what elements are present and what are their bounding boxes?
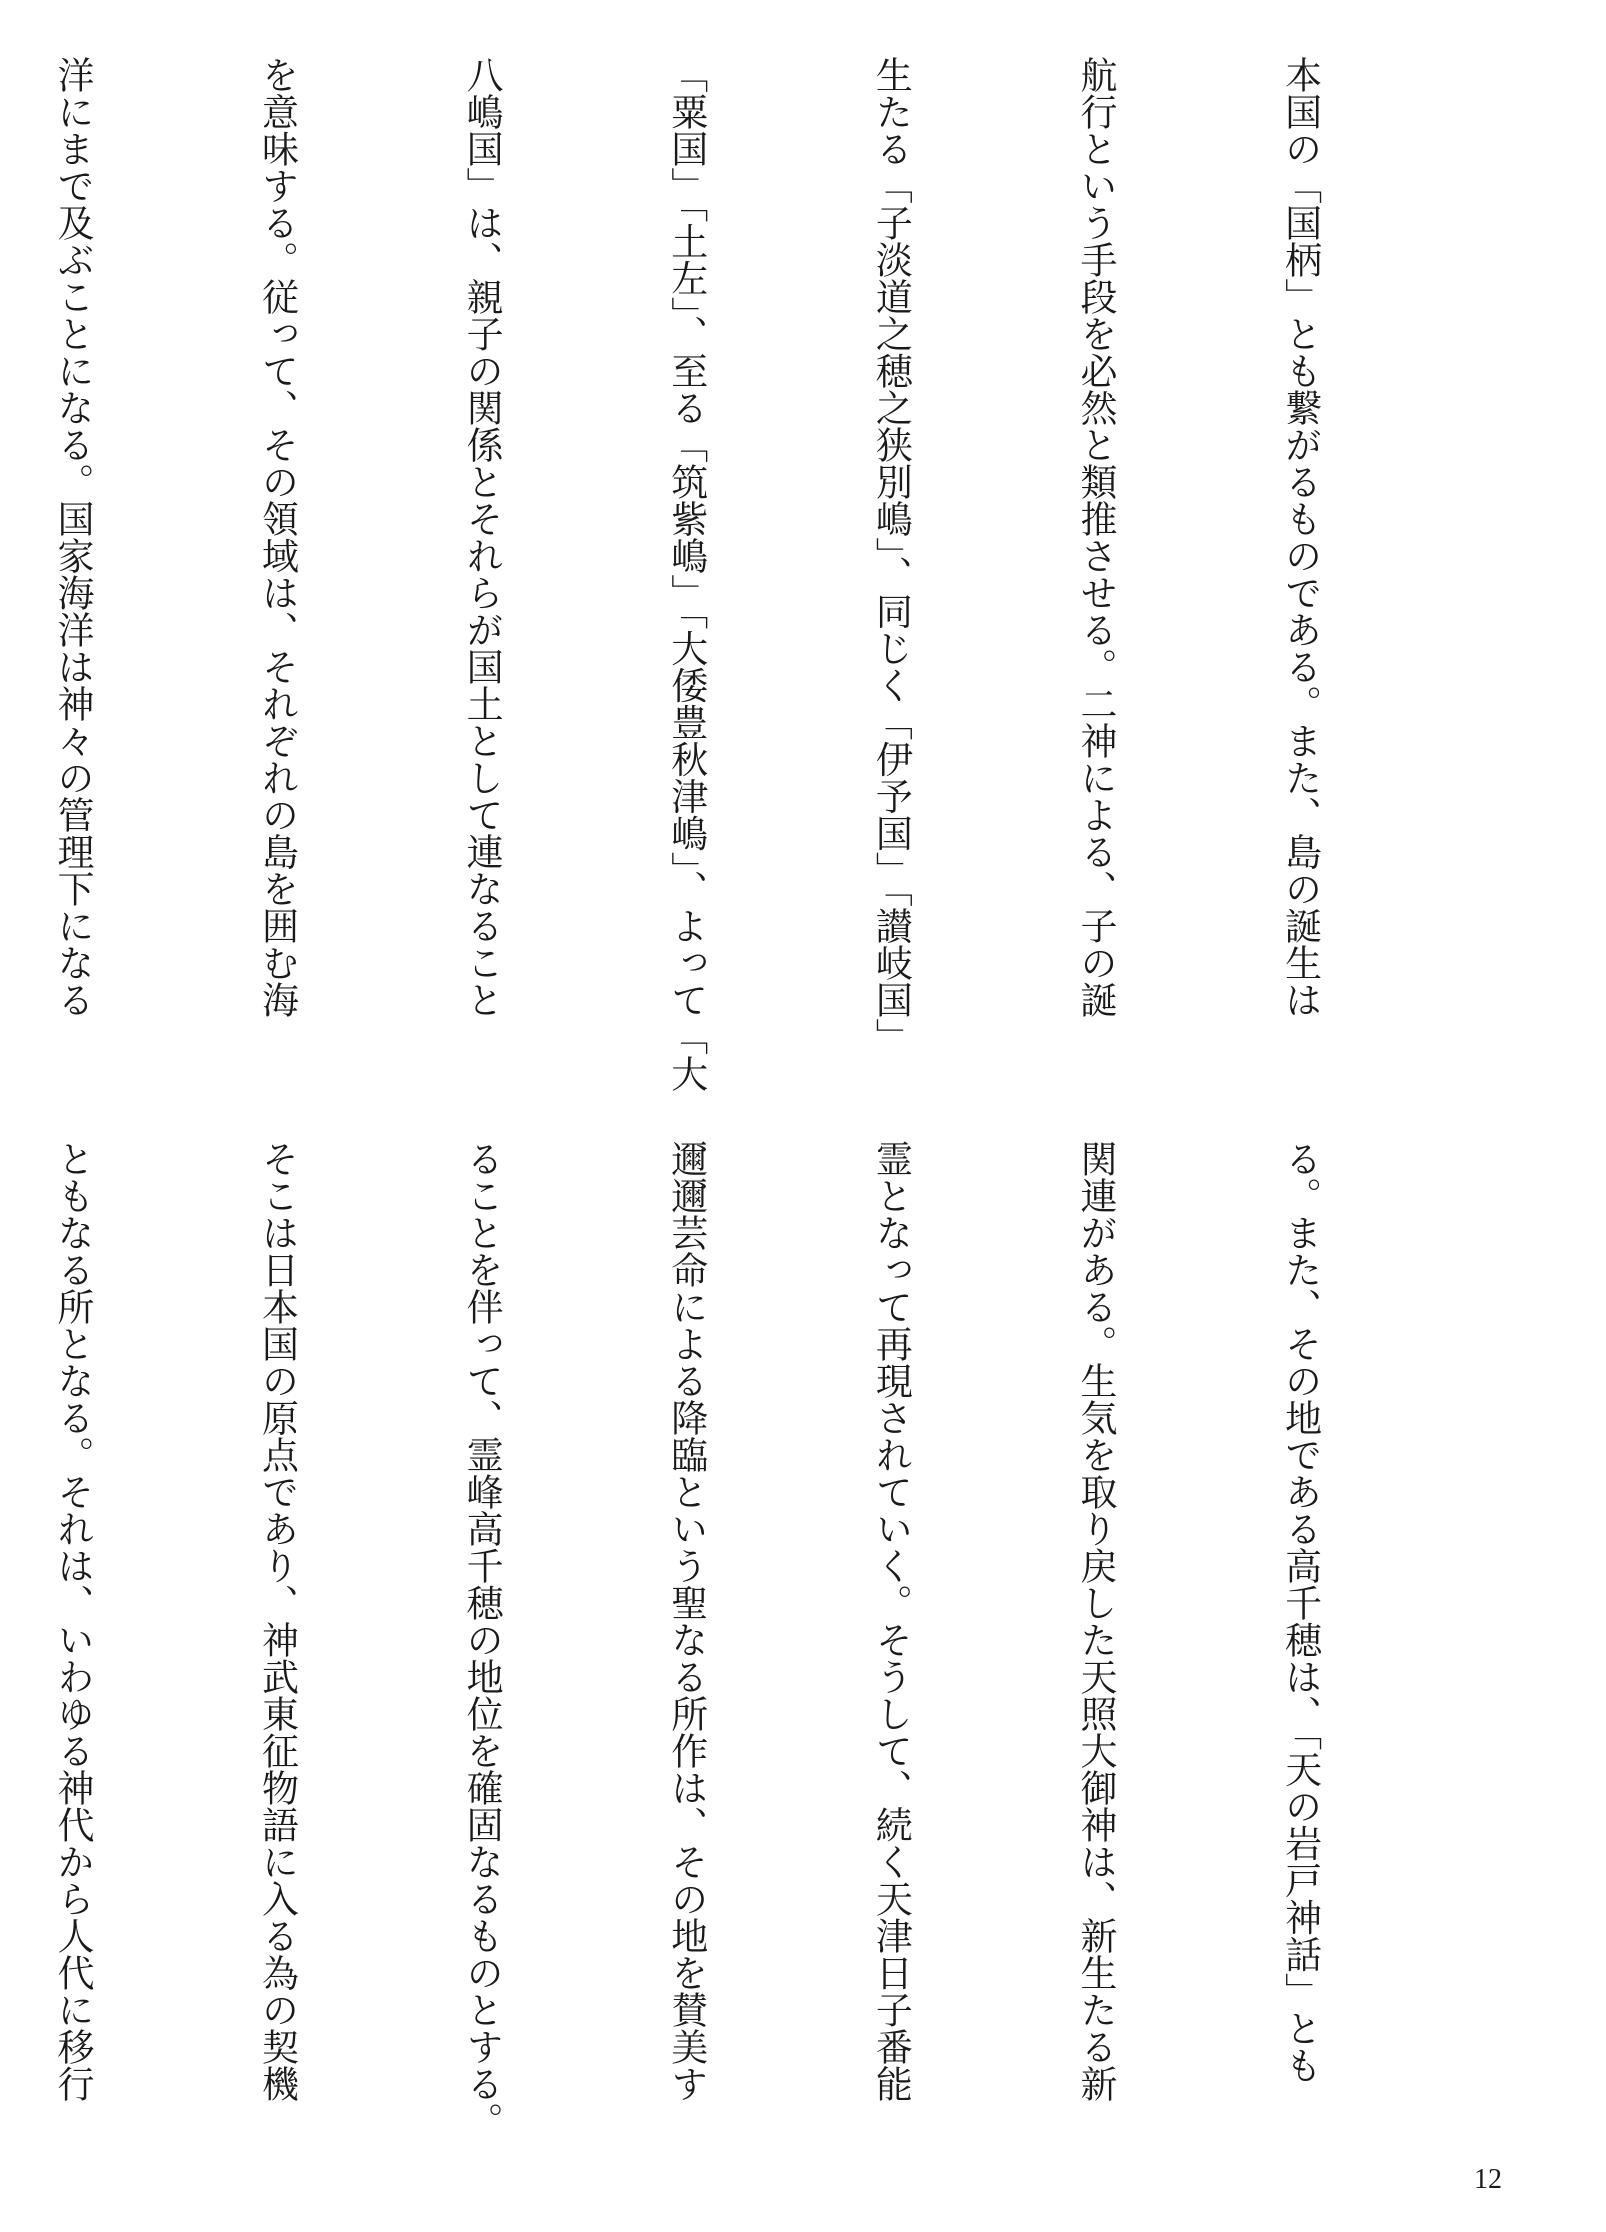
text-column: 八嶋国」は、親子の関係とそれらが国土として連なること (460, 56, 504, 1018)
text-column: 洋にまで及ぶことになる。国家海洋は神々の管理下になる (50, 56, 94, 1018)
text-column: 霊となって再現されていく。そうして、続く天津日子番能 (869, 1140, 913, 2102)
text-column: 「粟国」「土左」、至る「筑紫嶋」「大倭豊秋津嶋」、よって「大 (664, 56, 708, 1092)
text-column: ともなる所となる。それは、いわゆる神代から人代に移行 (50, 1140, 94, 2102)
text-column: を意味する。従って、その領域は、それぞれの島を囲む海 (255, 56, 299, 1018)
text-column: 航行という手段を必然と類推させる。二神による、子の誕 (1073, 56, 1117, 1018)
text-column: 関連がある。生気を取り戻した天照大御神は、新生たる新 (1073, 1140, 1117, 2102)
text-column: そこは日本国の原点であり、神武東征物語に入る為の契機 (255, 1140, 299, 2102)
text-column: 本国の「国柄」とも繋がるものである。また、島の誕生は (1278, 56, 1322, 1018)
text-column: 邇邇芸命による降臨という聖なる所作は、その地を賛美す (664, 1140, 708, 2102)
upper-text-block (50, 56, 1470, 1092)
text-column: ることを伴って、霊峰高千穂の地位を確固なるものとする。 (460, 1140, 504, 2139)
text-column: 生たる「子淡道之穂之狭別嶋」、同じく「伊予国」「讃岐国」 (869, 56, 913, 1055)
lower-text-block (50, 1140, 1470, 2140)
text-column: る。また、その地である高千穂は、「天の岩戸神話」とも (1278, 1140, 1322, 2084)
page-number: 12 (1474, 2164, 1502, 2195)
